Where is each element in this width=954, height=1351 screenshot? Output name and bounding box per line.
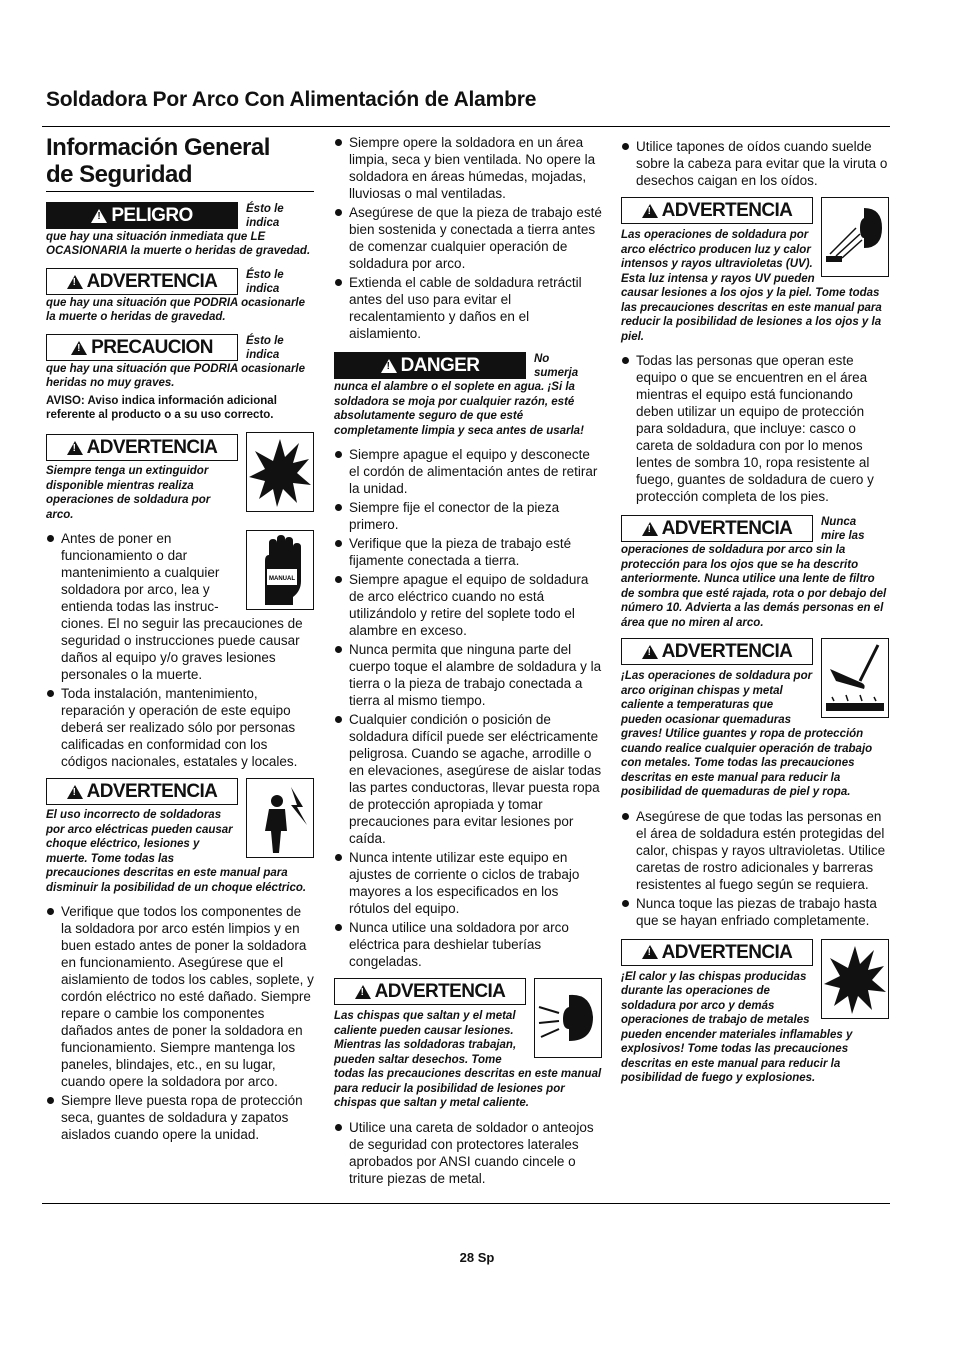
def-precaucion-side: Ésto le indica: [246, 335, 284, 361]
warning-sparks-text: Las chispas que saltan y el metal caliente pueden causar lesiones. Mientras las soldadoras trabajan, pueden saltar desechos. Tome todas las precauciones descritas en este manual para reducir la posibilidad de lesiones por chispas que saltan y metal caliente.: [334, 1010, 602, 1109]
warning-explosion-text: ¡El calor y las chispas producidas durante las operaciones de soldadura por arco y demás operaciones de trabajo de metales pueden encender materiales inflamables y explosivos! Tome todas las precauciones descritas en este manual para reducir la posibilidad de fuego y explosiones.: [621, 970, 853, 1084]
warning-look-block: [621, 515, 889, 630]
danger-label: ! DANGER: [334, 352, 526, 379]
bullet-list-b: [46, 903, 314, 1143]
advertencia-label: ! ADVERTENCIA: [621, 638, 813, 665]
section-title-line1: Información General: [46, 134, 270, 161]
bullet-list-g: [621, 352, 889, 505]
page-header-title: Soldadora Por Arco Con Alimentación de Alambre: [46, 88, 537, 111]
list-item: Toda instalación, mantenimiento, reparación y operación de este equipo deberá ser realizado sólo por personas calificadas en conformidad con los códigos nacionales, estatales y locales.: [46, 685, 314, 770]
list-item: Asegúrese de que todas las personas en el área de soldadura estén protegidas del calor, chispas y rayos ultravioletas. Utilice caretas de rostro adicionales y barreras resistentes al fuego según se requiera.: [621, 808, 889, 893]
warning-look-text: operaciones de soldadura por arco sin la protección para los ojos que se ha descrito anteriormente. Nunca utilice una lente de filtro de sombra que esté rajada, rota o por debajo del número 10. Advierta a las demás personas en el área que no miren al arco.: [621, 544, 887, 629]
warning-triangle-icon: [642, 645, 658, 659]
def-peligro-text: que hay una situación inmediata que LE OCASIONARIA la muerte o heridas de gravedad.: [46, 231, 311, 257]
warning-triangle-icon: [67, 441, 83, 455]
list-item: Siempre opere la soldadora en un área limpia, seca y bien ventilada. No opere la soldadora en áreas húmedas, mojadas, lluviosas o mal ventiladas.: [334, 134, 602, 202]
def-advertencia: [46, 268, 314, 324]
list-item: Todas las personas que operan este equipo o que se encuentren en el área mientras el equipo está funcionando deben utilizar un equipo de protección para soldadura, que incluye: casco o careta de soldadura con por lo menos lentes de sombra 10, ropa resistente al fuego, guantes de soldadura de cuero y protección completa de los pies.: [621, 352, 889, 505]
list-item: Asegúrese de que la pieza de trabajo esté bien sostenida y conectada a tierra antes de comenzar cualquier operación de soldadura por arco.: [334, 204, 602, 272]
list-item: Siempre apague el equipo y desconecte el cordón de alimentación antes de retirar la unidad.: [334, 446, 602, 497]
warning-triangle-icon: [355, 985, 371, 999]
bullet-list-e: [334, 1119, 602, 1187]
list-item: Siempre fije el conector de la pieza primero.: [334, 499, 602, 533]
def-precaucion: [46, 334, 314, 390]
warning-explosion-block: [621, 939, 889, 1086]
list-item: Extienda el cable de soldadura retráctil antes del uso para evitar el recalentamiento y daños en el aislamiento.: [334, 274, 602, 342]
list-item: Utilice una careta de soldador o anteojos de seguridad con protectores laterales aprobados por ANSI cuando cincele o triture piezas de metal.: [334, 1119, 602, 1187]
warning-triangle-icon: [642, 945, 658, 959]
def-peligro-side: Ésto le indica: [246, 203, 284, 229]
warning-look-side: Nunca mire las: [821, 516, 865, 542]
list-item: Nunca utilice una soldadora por arco eléctrica para deshielar tuberías congeladas.: [334, 919, 602, 970]
list-item: Nunca intente utilizar este equipo en ajustes de corriente o ciclos de trabajo mayores a los especificados en los rótulos del equipo.: [334, 849, 602, 917]
footer-rule: [42, 1203, 890, 1204]
list-item: Antes de poner en funcionamiento o dar mantenimiento a cualquier soldadora por arco, lea y entienda todas las instruc-ciones. El no seguir las precauciones de seguridad o instrucciones puede causar daños al equipo y/o graves lesiones personales o la muerte.: [46, 530, 314, 683]
aviso-notice: AVISO: Aviso indica información adicional referente al producto o a su uso correcto.: [46, 395, 277, 421]
advertencia-label: ! ADVERTENCIA: [46, 268, 238, 295]
warning-uv-block: [621, 197, 889, 344]
def-advertencia-text: que hay una situación que PODRIA ocasionarle la muerte o heridas de gravedad.: [46, 297, 306, 323]
warning-triangle-icon: [642, 522, 658, 536]
peligro-label: ! PELIGRO: [46, 202, 238, 229]
danger-text: nunca el alambre o el soplete en agua. ¡Si la soldadora se moja por cualquier razón, esté absolutamente seguro de que esté completamente limpia y seca antes de usarla!: [334, 381, 584, 437]
bullet-list-c: [334, 134, 602, 342]
bullet-list-h: [621, 808, 889, 929]
warning-fire-block: [46, 434, 314, 522]
arc-light-icon: [821, 197, 889, 277]
advertencia-label: ! ADVERTENCIA: [46, 434, 238, 461]
electric-shock-icon: [246, 778, 314, 858]
bullet-list-d: [334, 446, 602, 970]
warning-shock-text: El uso incorrecto de soldadoras por arco eléctricas pueden causar choque eléctrico, lesiones y muerte. Tome todas las precauciones descritas en este manual para disminuir la posibilidad de un choque eléctrico.: [46, 809, 307, 894]
list-item: Siempre lleve puesta ropa de protección seca, guantes de soldadura y zapatos aislados cuando opere la unidad.: [46, 1092, 314, 1143]
explosion-icon: [821, 939, 889, 1019]
section-title-line2: de Seguridad: [46, 161, 193, 188]
warning-triangle-icon: [67, 275, 83, 289]
warning-triangle-icon: [71, 341, 87, 355]
column-1: [46, 134, 314, 1145]
explosion-icon: [246, 432, 314, 512]
advertencia-label: ! ADVERTENCIA: [621, 515, 813, 542]
warning-burn-text: ¡Las operaciones de soldadura por arco originan chispas y metal caliente a temperaturas que pueden ocasionar quemaduras graves! Utilice guantes y ropa de protección cuando realice cualquier operación de trabajo con metales. Tome todas las precauciones descritas en este manual para reducir la posibilidad de quemaduras de piel y ropa.: [621, 670, 873, 798]
list-item: Cualquier condición o posición de soldadura difícil puede ser eléctricamente peligrosa. Cuando se agache, arrodille o en elevaciones, asegúrese de aislar todas las partes conductoras, llevar puesta ropa de protección apropiada y tomar precauciones para evitar lesiones por caída.: [334, 711, 602, 847]
warning-triangle-icon: [91, 209, 107, 223]
warning-shock-block: [46, 778, 314, 895]
def-peligro: [46, 202, 314, 258]
header-rule: [42, 126, 890, 127]
list-item: Nunca toque las piezas de trabajo hasta que se hayan enfriado completamente.: [621, 895, 889, 929]
advertencia-label: ! ADVERTENCIA: [334, 978, 526, 1005]
flying-sparks-icon: [534, 978, 602, 1058]
list-item: Verifique que todos los componentes de la soldadora por arco estén limpios y en buen estado antes de poner la soldadora en funcionamiento. Asegúrese que el aislamiento de todos los cables, soplete, y cordón eléctrico no esté dañado. Siempre repare o cambie los componentes dañados antes de poner la soldadora en funcionamiento. Siempre mantenga los paneles, blindajes, etc., en su lugar, cuando opere la soldadora por arco.: [46, 903, 314, 1090]
warning-triangle-icon: [642, 204, 658, 218]
hot-metal-burn-icon: [821, 638, 889, 718]
def-advertencia-side: Ésto le indica: [246, 269, 284, 295]
list-item: Siempre apague el equipo de soldadura de arco eléctrico cuando no está utilizándolo y retire del soplete todo el alambre en exceso.: [334, 571, 602, 639]
bullet-list-a: [46, 530, 314, 770]
column-2: [334, 134, 602, 1189]
warning-sparks-block: [334, 978, 602, 1111]
list-item: Verifique que la pieza de trabajo esté fijamente conectada a tierra.: [334, 535, 602, 569]
advertencia-label: ! ADVERTENCIA: [46, 778, 238, 805]
warning-triangle-icon: [67, 785, 83, 799]
warning-triangle-icon: [381, 359, 397, 373]
warning-burn-block: [621, 638, 889, 800]
danger-block: [334, 352, 602, 438]
warning-uv-text: Las operaciones de soldadura por arco eléctrico producen luz y calor intensos y rayos ultravioletas (UV). Esta luz intensa y rayos UV pueden causar lesiones a los ojos y la piel. Tome todas las precauciones descritas en este manual para reducir la posibilidad de lesiones a los ojos y la piel.: [621, 229, 882, 343]
precaucion-label: ! PRECAUCION: [46, 334, 238, 361]
def-precaucion-text: que hay una situación que PODRIA ocasionarle heridas no muy graves.: [46, 363, 306, 389]
manual-label: MANUAL: [269, 576, 295, 582]
page-number: 28 Sp: [459, 1250, 495, 1265]
advertencia-label: ! ADVERTENCIA: [621, 197, 813, 224]
section-title: [46, 134, 314, 192]
list-item: Nunca permita que ninguna parte del cuerpo toque el alambre de soldadura y la tierra o la pieza de trabajo conectada a tierra al mismo tiempo.: [334, 641, 602, 709]
list-item: Utilice tapones de oídos cuando suelde sobre la cabeza para evitar que la viruta o desechos caigan en los oídos.: [621, 138, 889, 189]
column-3: [621, 134, 889, 1094]
bullet-list-f: [621, 138, 889, 189]
danger-side: No sumerja: [534, 353, 579, 379]
advertencia-label: ! ADVERTENCIA: [621, 939, 813, 966]
warning-fire-text: Siempre tenga un extinguidor disponible mientras realiza operaciones de soldadura por arco.: [46, 465, 211, 521]
